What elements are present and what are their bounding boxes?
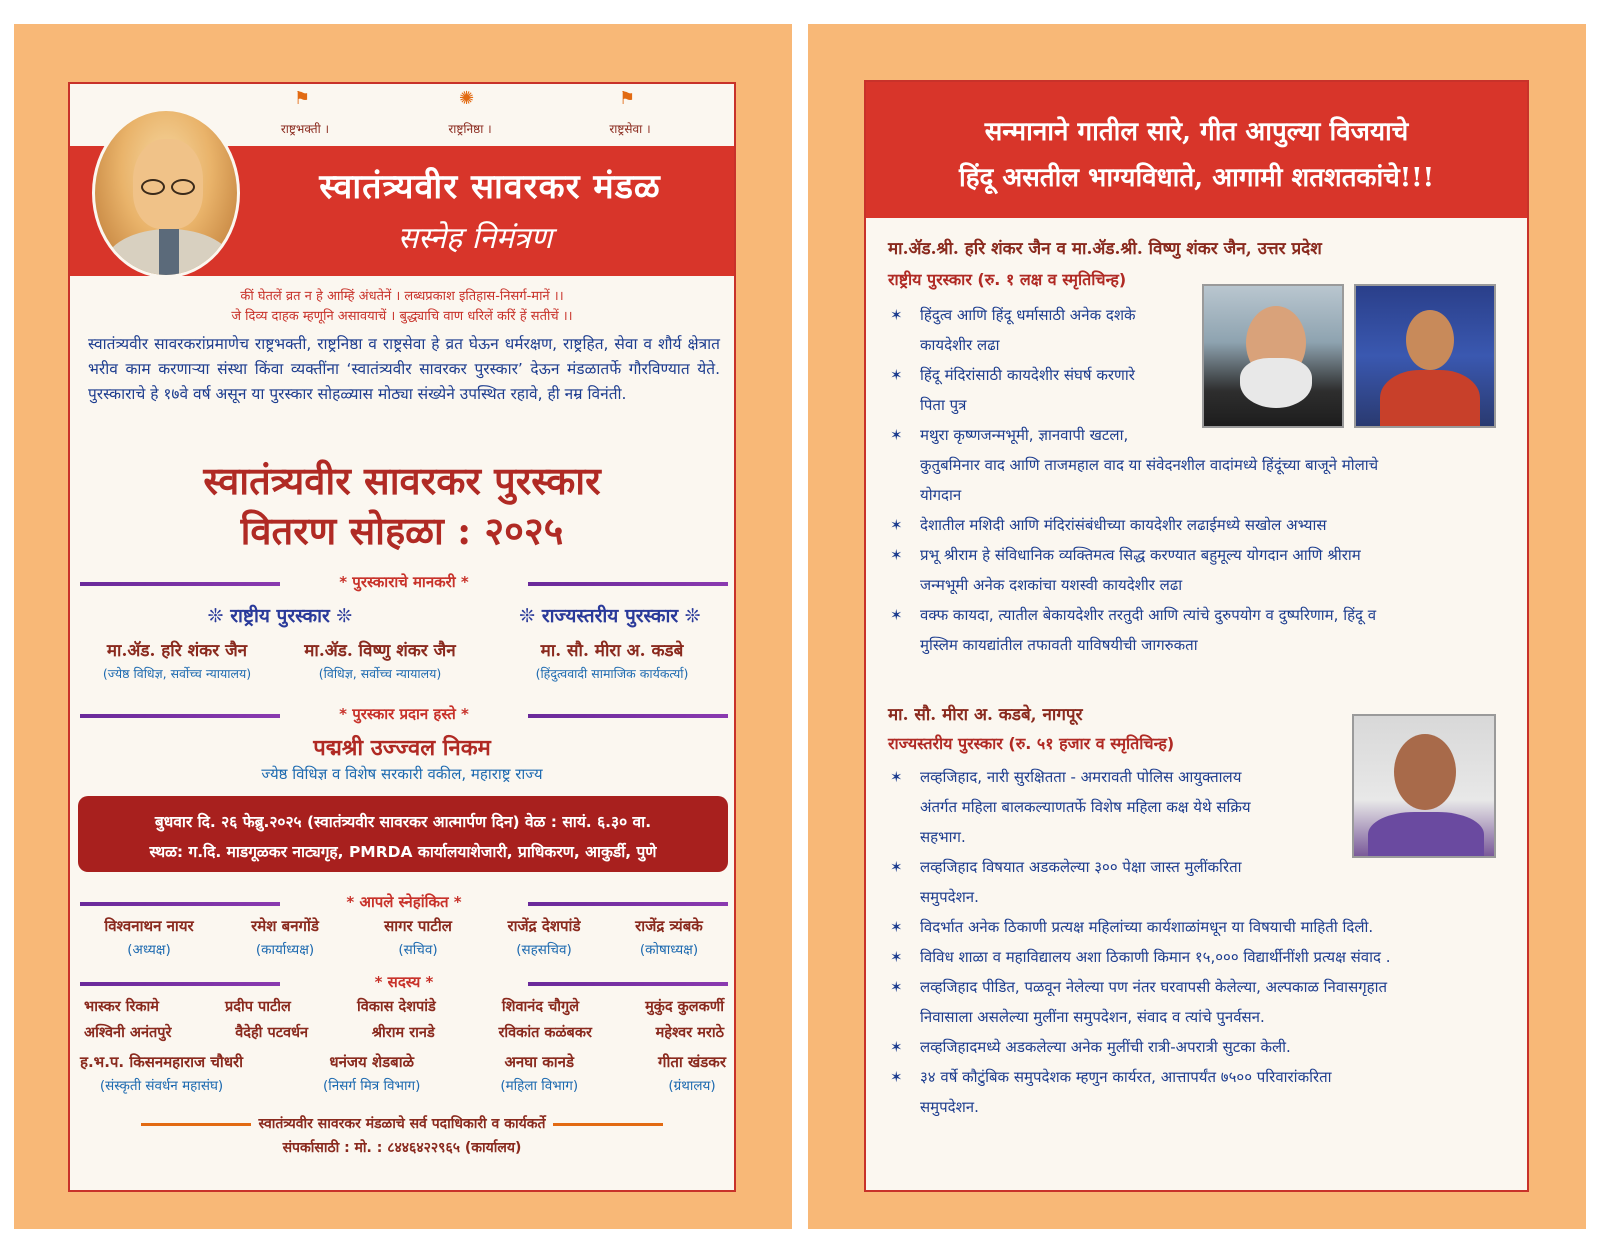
list-item: ✶ लव्हजिहाद, नारी सुरक्षितता - अमरावती पोलिस आयुक्तालय — [888, 762, 1498, 792]
members-heading: * सदस्य * — [80, 972, 728, 994]
national-achievements-list — [888, 300, 1498, 660]
left-panel — [14, 24, 792, 1229]
divider — [553, 1123, 663, 1126]
presenter-heading: * पुरस्कार प्रदान हस्ते * — [80, 704, 728, 726]
star-icon: ✶ — [890, 516, 903, 534]
list-item: मुस्लिम कायद्यांतील तफावती याविषयीची जागरुकता — [920, 636, 1198, 654]
advisor-1: ह.भ.प. किसनमहाराज चौधरी (संस्कृती संवर्धन महासंघ) — [80, 1053, 244, 1094]
member-name: शिवानंद चौगुले — [501, 999, 580, 1015]
state-honoree-heading: मा. सौ. मीरा अ. कडबे, नागपूर — [888, 705, 1083, 725]
verse-line-1: कीं घेतलें व्रत न हे आम्हिं अंधतेनें । लब्धप्रकाश इतिहास-निसर्ग-मानें ।। — [240, 289, 564, 304]
advisor-2: धनंजय शेडबाळे (निसर्ग मित्र विभाग) — [322, 1053, 421, 1094]
list-item: ✶ विदर्भात अनेक ठिकाणी प्रत्यक्ष महिलांच्या कार्यशाळांमधून या विषयाची माहिती दिली. — [888, 912, 1498, 942]
officer-1: विश्वनाथन नायर (अध्यक्ष) — [104, 917, 194, 958]
members-row — [84, 996, 724, 1022]
friends-heading: * आपले स्नेहांकित * — [80, 892, 728, 914]
list-item: ✶ विविध शाळा व महाविद्यालय अशा ठिकाणी किमान १५,००० विद्यार्थीनींशी प्रत्यक्ष संवाद . — [888, 942, 1498, 972]
verse-line-2: जे दिव्य दाहक म्हणूनि असावयाचें । बुद्ध्याचि वाण धरिलें करिं हें सतीचें ।। — [231, 309, 573, 324]
event-details-box — [78, 796, 728, 872]
star-icon: ✶ — [890, 306, 903, 324]
chief-guest-name: पद्मश्री उज्ज्वल निकम — [313, 735, 491, 761]
national-honorees-heading: मा.ॲड.श्री. हरि शंकर जैन व मा.ॲड.श्री. विष्णु शंकर जैन, उत्तर प्रदेश — [888, 239, 1322, 259]
star-icon: ✶ — [890, 858, 903, 876]
state-achievements-list — [888, 762, 1498, 1122]
member-name: मुकुंद कुलकर्णी — [645, 999, 724, 1015]
emblem-icon: ✺ — [459, 88, 475, 109]
honoree-2: मा.ॲड. विष्णु शंकर जैन (विधिज्ञ, सर्वोच्च न्यायालय) — [304, 641, 456, 681]
list-item: ✶ लव्हजिहादमध्ये अडकलेल्या अनेक मुलींची रात्री-अपरात्री सुटका केली. — [888, 1032, 1498, 1062]
chief-guest-title: ज्येष्ठ विधिज्ञ व विशेष सरकारी वकील, महाराष्ट्र राज्य — [261, 765, 543, 783]
officer-4: राजेंद्र देशपांडे (सहसचिव) — [507, 917, 581, 958]
honoree-3: मा. सौ. मीरा अ. कडबे (हिंदुत्ववादी सामाजिक कार्यकर्त्या) — [535, 641, 689, 681]
members-row — [84, 1022, 724, 1048]
list-item: अंतर्गत महिला बालकल्याणतर्फे विशेष महिला कक्ष येथे सक्रिय — [920, 798, 1251, 816]
contact-line: संपर्कासाठी : मो. : ८४४६४२२९६५ (कार्यालय) — [282, 1140, 522, 1156]
national-award-prize: राष्ट्रीय पुरस्कार (रु. १ लक्ष व स्मृतिचिन्ह) — [888, 270, 1127, 289]
motto-2: ✺ राष्ट्रनिष्ठा । — [448, 88, 492, 136]
invite-heading: सस्नेह निमंत्रण — [397, 221, 553, 256]
star-icon: ✶ — [890, 546, 903, 564]
invitation-card — [68, 82, 736, 1192]
list-item: ✶ ३४ वर्षे कौटुंबिक समुपदेशक म्हणुन कार्यरत, आत्तापर्यंत ७५०० परिवारांकरिता — [888, 1062, 1498, 1092]
list-item: ✶ लव्हजिहाद विषयात अडकलेल्या ३०० पेक्षा जास्त मुलींकरिता — [888, 852, 1498, 882]
event-venue: स्थळ: ग.दि. माडगूळकर नाट्यगृह, PMRDA कार्यालयाशेजारी, प्राधिकरण, आकुर्डी, पुणे — [149, 843, 657, 861]
officer-2: रमेश बनगोंडे (कार्याध्यक्ष) — [251, 917, 319, 958]
advisor-4: गीता खंडकर (ग्रंथालय) — [658, 1053, 726, 1094]
member-name: वैदेही पटवर्धन — [235, 1025, 309, 1041]
officer-3: सागर पाटील (सचिव) — [384, 917, 452, 958]
star-icon: ✶ — [890, 918, 903, 936]
member-name: महेश्वर मराठे — [655, 1025, 724, 1041]
member-name: प्रदीप पाटील — [225, 999, 291, 1015]
list-item: ✶ प्रभू श्रीराम हे संविधानिक व्यक्तिमत्व सिद्ध करण्यात बहुमूल्य योगदान आणि श्रीराम — [888, 540, 1498, 570]
quote-line-1: सन्मानाने गातील सारे, गीत आपुल्या विजयाचे — [984, 117, 1409, 147]
list-item: समुपदेशन. — [920, 888, 979, 906]
star-icon: ✶ — [890, 606, 903, 624]
member-name: भास्कर रिकामे — [84, 999, 159, 1015]
intro-paragraph: स्वातंत्र्यवीर सावरकरांप्रमाणेच राष्ट्रभक्ती, राष्ट्रनिष्ठा व राष्ट्रसेवा हे व्रत घेऊन धर्मरक्षण, राष्ट्रहित, सेवा व शौर्य क्षेत्रात भरीव काम करणाऱ्या संस्था किंवा व्यक्तींना ‘स्वातंत्र्यवीर सावरकर पुरस्कार’ देऊन मंडळातर्फे गौरविण्यात येते. पुरस्काराचे हे १७वे वर्ष असून या पुरस्कार सोहळ्यास मोठ्या संख्येने उपस्थित रहावे, ही नम्र विनंती. — [88, 335, 720, 403]
list-item: सहभाग. — [920, 828, 966, 846]
advisor-3: अनघा कानडे (महिला विभाग) — [500, 1053, 579, 1094]
list-item: कायदेशीर लढा — [920, 336, 1000, 354]
list-item: कुतुबमिनार वाद आणि ताजमहाल वाद या संवेदनशील वादांमध्ये हिंदूंच्या बाजूने मोलाचे — [920, 456, 1379, 474]
event-date-time: बुधवार दि. २६ फेब्रु.२०२५ (स्वातंत्र्यवीर सावरकर आत्मार्पण दिन) वेळ : सायं. ६.३० वा. — [154, 813, 652, 831]
national-award-label: ❊ राष्ट्रीय पुरस्कार ❊ — [207, 605, 353, 627]
star-icon: ✶ — [890, 1068, 903, 1086]
star-icon: ✶ — [890, 1038, 903, 1056]
star-icon: ✶ — [890, 426, 903, 444]
star-icon: ✶ — [890, 768, 903, 786]
list-item: ✶ हिंदुत्व आणि हिंदू धर्मासाठी अनेक दशके — [888, 300, 1498, 330]
org-title: स्वातंत्र्यवीर सावरकर मंडळ — [319, 167, 661, 207]
right-panel — [808, 24, 1586, 1229]
quote-banner — [866, 82, 1527, 218]
list-item: ✶ वक्फ कायदा, त्यातील बेकायदेशीर तरतुदी आणि त्यांचे दुरुपयोग व दुष्परिणाम, हिंदू व — [888, 600, 1498, 630]
officer-5: राजेंद्र त्र्यंबके (कोषाध्यक्ष) — [635, 917, 703, 958]
list-item: ✶ मथुरा कृष्णजन्मभूमी, ज्ञानवापी खटला, — [888, 420, 1498, 450]
motto-1: ⚑ राष्ट्रभक्ती । — [280, 88, 330, 136]
star-icon: ✶ — [890, 948, 903, 966]
list-item: योगदान — [920, 486, 962, 504]
list-item: ✶ हिंदू मंदिरांसाठी कायदेशीर संघर्ष करणारे — [888, 360, 1498, 390]
state-award-prize: राज्यस्तरीय पुरस्कार (रु. ५१ हजार व स्मृतिचिन्ह) — [888, 734, 1175, 753]
star-icon: ✶ — [890, 978, 903, 996]
list-item: ✶ लव्हजिहाद पीडित, पळवून नेलेल्या पण नंतर घरवापसी केलेल्या, अल्पकाळ निवासगृहात — [888, 972, 1498, 1002]
event-title-1: स्वातंत्र्यवीर सावरकर पुरस्कार — [203, 458, 601, 503]
honorees-heading: * पुरस्काराचे मानकरी * — [80, 572, 728, 594]
honoree-details-card — [864, 80, 1529, 1192]
list-item: जन्मभूमी अनेक दशकांचा यशस्वी कायदेशीर लढा — [920, 576, 1183, 594]
motto-3: ⚑ राष्ट्रसेवा । — [609, 88, 651, 136]
member-name: श्रीराम रानडे — [371, 1025, 435, 1041]
list-item: समुपदेशन. — [920, 1098, 979, 1116]
quote-line-2: हिंदू असतील भाग्यविधाते, आगामी शतशतकांचे!!! — [958, 163, 1435, 193]
honoree-1: मा.ॲड. हरि शंकर जैन (ज्येष्ठ विधिज्ञ, सर्वोच्च न्यायालय) — [102, 641, 252, 681]
state-award-label: ❊ राज्यस्तरीय पुरस्कार ❊ — [519, 605, 701, 627]
event-title-2: वितरण सोहळा : २०२५ — [240, 508, 564, 553]
advisors-list — [80, 1052, 726, 1094]
member-name: रविकांत कळंबकर — [498, 1025, 592, 1041]
list-item: निवासाला असलेल्या मुलींना समुपदेशन, संवाद व त्यांचे पुनर्वसन. — [920, 1008, 1265, 1026]
footer-signoff: स्वातंत्र्यवीर सावरकर मंडळाचे सर्व पदाधिकारी व कार्यकर्ते — [70, 1114, 734, 1133]
star-icon: ✶ — [890, 366, 903, 384]
member-name: विकास देशपांडे — [356, 999, 436, 1015]
flag-icon: ⚑ — [294, 88, 311, 109]
members-list — [84, 996, 724, 1048]
savarkar-portrait — [92, 108, 240, 278]
list-item: पिता पुत्र — [920, 396, 967, 414]
divider — [141, 1123, 251, 1126]
member-name: अश्विनी अनंतपुरे — [84, 1025, 172, 1041]
list-item: ✶ देशातील मशिदी आणि मंदिरांसंबंधीच्या कायदेशीर लढाईमध्ये सखोल अभ्यास — [888, 510, 1498, 540]
flag-icon: ⚑ — [619, 88, 636, 109]
